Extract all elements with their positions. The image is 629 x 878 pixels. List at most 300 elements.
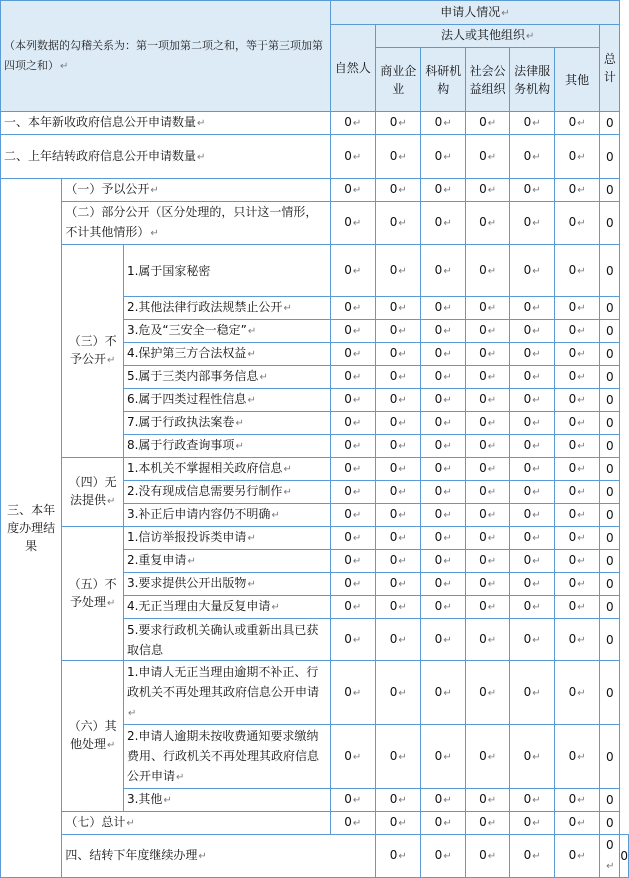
return-mark: ↵ <box>487 751 497 763</box>
return-mark: ↵ <box>577 185 586 196</box>
value-cell <box>421 343 465 366</box>
value: 0 <box>523 792 532 806</box>
return-mark: ↵ <box>398 326 407 337</box>
value-cell <box>421 725 465 789</box>
row-label <box>62 202 330 245</box>
value-cell <box>421 297 465 320</box>
value: 0 <box>479 507 487 521</box>
value-cell <box>510 725 554 789</box>
group-label-text: （五）不予处理 <box>68 576 117 609</box>
return-mark: ↵ <box>532 441 541 452</box>
return-mark: ↵ <box>532 326 541 337</box>
return-mark: ↵ <box>398 185 407 196</box>
return-mark: ↵ <box>443 464 452 475</box>
return-mark: ↵ <box>398 464 407 475</box>
return-mark: ↵ <box>398 151 407 163</box>
row-label <box>123 458 330 481</box>
value-cell <box>510 789 554 812</box>
value: 0 <box>389 369 398 383</box>
value: 0 <box>568 684 577 699</box>
value-cell <box>376 619 421 661</box>
value: 0 <box>434 748 443 763</box>
value-cell <box>421 504 465 527</box>
value: 0 <box>620 849 628 863</box>
value: 0 <box>479 215 487 229</box>
return-mark: ↵ <box>532 751 541 763</box>
value-cell <box>330 389 375 412</box>
return-mark: ↵ <box>577 818 586 829</box>
value-cell <box>465 297 509 320</box>
value-cell <box>465 812 509 835</box>
value: 0 <box>389 262 398 277</box>
return-mark: ↵ <box>443 265 452 277</box>
return-mark: ↵ <box>577 395 586 406</box>
value: 0 <box>568 415 577 429</box>
return-mark: ↵ <box>487 510 497 521</box>
value-cell <box>330 812 375 835</box>
value: 0 <box>344 815 352 829</box>
value: 0 <box>479 815 487 829</box>
row-label <box>1 112 331 135</box>
value: 0 <box>479 148 487 163</box>
row-label-text: 2.其他法律行政法规禁止公开 <box>126 300 283 314</box>
return-mark: ↵ <box>577 326 586 337</box>
value-cell <box>600 343 620 366</box>
return-mark: ↵ <box>398 851 407 862</box>
value: 0 <box>568 848 577 862</box>
row-label-text: 4.保护第三方合法权益 <box>126 346 247 360</box>
return-mark: ↵ <box>532 265 541 277</box>
value: 0 <box>344 346 352 360</box>
return-mark: ↵ <box>487 464 497 475</box>
section-three-text: 三、本年度办理结果 <box>7 503 56 553</box>
return-mark: ↵ <box>398 487 407 498</box>
value-cell <box>421 527 465 550</box>
return-mark: ↵ <box>577 851 586 862</box>
value: 0 <box>523 215 532 229</box>
value: 0 <box>479 484 487 498</box>
value: 0 <box>568 262 577 277</box>
value-cell <box>510 481 554 504</box>
value-cell <box>330 481 375 504</box>
row-label <box>123 343 330 366</box>
value-cell <box>330 504 375 527</box>
return-mark: ↵ <box>532 395 541 406</box>
value-cell <box>554 504 599 527</box>
col-total-label: 总计 <box>603 52 616 84</box>
row-label-text: 2.重复申请 <box>126 553 187 567</box>
value-cell <box>421 135 465 179</box>
return-mark: ↵ <box>127 707 137 719</box>
group-label <box>62 245 124 458</box>
value-cell <box>600 481 620 504</box>
value: 0 <box>479 684 487 699</box>
return-mark: ↵ <box>352 687 362 699</box>
value-cell <box>376 504 421 527</box>
value: 0 <box>434 415 443 429</box>
return-mark: ↵ <box>352 326 362 337</box>
value-cell <box>600 245 620 297</box>
return-mark: ↵ <box>398 395 407 406</box>
return-mark: ↵ <box>126 818 135 829</box>
return-mark: ↵ <box>577 556 586 567</box>
value: 0 <box>606 685 614 700</box>
value: 0 <box>606 183 614 197</box>
value: 0 <box>434 323 443 337</box>
return-mark: ↵ <box>176 771 185 783</box>
return-mark: ↵ <box>352 751 362 763</box>
return-mark: ↵ <box>577 118 586 129</box>
value-cell <box>330 245 375 297</box>
return-mark: ↵ <box>487 687 497 699</box>
value-cell <box>465 112 509 135</box>
row-label-text: 3.要求提供公开出版物 <box>126 576 247 590</box>
value-cell <box>376 112 421 135</box>
return-mark: ↵ <box>487 418 497 429</box>
value: 0 <box>389 461 398 475</box>
value-cell <box>600 112 620 135</box>
return-mark: ↵ <box>577 372 586 383</box>
row-label-text: （二）部分公开（区分处理的，只计这一情形，不计其他情形） <box>65 205 318 239</box>
value: 0 <box>523 461 532 475</box>
return-mark: ↵ <box>398 602 407 613</box>
value-cell <box>554 343 599 366</box>
value-cell <box>376 596 421 619</box>
value: 0 <box>523 599 532 613</box>
value: 0 <box>389 484 398 498</box>
value: 0 <box>568 576 577 590</box>
table-row <box>1 527 629 550</box>
return-mark: ↵ <box>398 634 407 646</box>
value-cell <box>465 596 509 619</box>
value-cell <box>600 412 620 435</box>
value-cell <box>330 550 375 573</box>
value: 0 <box>434 346 443 360</box>
value-cell <box>465 245 509 297</box>
value: 0 <box>479 848 487 862</box>
return-mark: ↵ <box>532 602 541 613</box>
return-mark: ↵ <box>525 31 535 42</box>
value-cell <box>421 789 465 812</box>
value-cell <box>510 412 554 435</box>
value: 0 <box>344 392 352 406</box>
value: 0 <box>606 347 614 361</box>
return-mark: ↵ <box>487 185 497 196</box>
value-cell <box>465 550 509 573</box>
return-mark: ↵ <box>532 185 541 196</box>
table-row <box>1 812 629 835</box>
value: 0 <box>434 530 443 544</box>
return-mark: ↵ <box>352 579 362 590</box>
return-mark: ↵ <box>577 602 586 613</box>
value-cell <box>421 245 465 297</box>
return-mark: ↵ <box>352 510 362 521</box>
row-label <box>123 573 330 596</box>
return-mark: ↵ <box>106 740 116 751</box>
value: 0 <box>523 369 532 383</box>
return-mark: ↵ <box>197 151 206 163</box>
value: 0 <box>344 530 352 544</box>
return-mark: ↵ <box>532 487 541 498</box>
return-mark: ↵ <box>443 687 452 699</box>
value-cell <box>554 366 599 389</box>
value: 0 <box>389 848 398 862</box>
return-mark: ↵ <box>532 687 541 699</box>
value-cell <box>330 573 375 596</box>
return-mark: ↵ <box>247 326 257 337</box>
value-cell <box>421 812 465 835</box>
value: 0 <box>523 815 532 829</box>
value-cell <box>510 366 554 389</box>
value: 0 <box>434 461 443 475</box>
value: 0 <box>568 148 577 163</box>
value: 0 <box>344 438 352 452</box>
value: 0 <box>568 215 577 229</box>
return-mark: ↵ <box>352 487 362 498</box>
return-mark: ↵ <box>487 487 497 498</box>
return-mark: ↵ <box>443 634 452 646</box>
value: 0 <box>344 461 352 475</box>
row-label <box>123 619 330 661</box>
return-mark: ↵ <box>532 556 541 567</box>
return-mark: ↵ <box>352 372 362 383</box>
return-mark: ↵ <box>352 151 362 163</box>
value: 0 <box>606 370 614 384</box>
value-cell <box>510 596 554 619</box>
row-label-text: 二、上年结转政府信息公开申请数量 <box>4 148 197 163</box>
return-mark: ↵ <box>487 556 497 567</box>
value-cell <box>421 835 465 878</box>
value-cell <box>510 504 554 527</box>
value-cell <box>376 389 421 412</box>
value-cell <box>554 725 599 789</box>
return-mark: ↵ <box>577 795 586 806</box>
return-mark: ↵ <box>443 349 452 360</box>
value-cell <box>600 725 620 789</box>
value: 0 <box>568 369 577 383</box>
return-mark: ↵ <box>443 533 452 544</box>
row-label <box>123 789 330 812</box>
return-mark: ↵ <box>443 556 452 567</box>
value-cell <box>330 527 375 550</box>
value-cell <box>330 435 375 458</box>
return-mark: ↵ <box>487 303 497 314</box>
value-cell <box>554 435 599 458</box>
return-mark: ↵ <box>577 349 586 360</box>
value-cell <box>600 135 620 179</box>
return-mark: ↵ <box>532 464 541 475</box>
row-label <box>62 179 330 202</box>
return-mark: ↵ <box>352 418 362 429</box>
return-mark: ↵ <box>532 818 541 829</box>
group-label <box>62 527 124 661</box>
value-cell <box>421 481 465 504</box>
value: 0 <box>344 792 352 806</box>
value: 0 <box>479 576 487 590</box>
return-mark: ↵ <box>283 464 292 475</box>
value-cell <box>421 389 465 412</box>
row-label-text: 3.其他 <box>126 792 163 806</box>
return-mark: ↵ <box>443 602 452 613</box>
value: 0 <box>389 684 398 699</box>
value: 0 <box>389 115 398 129</box>
value-cell <box>465 202 509 245</box>
value: 0 <box>479 262 487 277</box>
value-cell <box>554 112 599 135</box>
return-mark: ↵ <box>532 851 541 862</box>
return-mark: ↵ <box>398 418 407 429</box>
return-mark: ↵ <box>532 533 541 544</box>
return-mark: ↵ <box>283 303 292 314</box>
group-label-text: （四）无法提供 <box>68 475 117 507</box>
value: 0 <box>568 748 577 763</box>
legal-other-header <box>376 25 600 48</box>
return-mark: ↵ <box>352 118 362 129</box>
return-mark: ↵ <box>443 510 452 521</box>
return-mark: ↵ <box>398 303 407 314</box>
value: 0 <box>523 631 532 646</box>
value-cell <box>376 481 421 504</box>
value-cell <box>465 504 509 527</box>
row-label-text: 6.属于四类过程性信息 <box>126 392 247 406</box>
value: 0 <box>434 684 443 699</box>
value-cell <box>376 135 421 179</box>
return-mark: ↵ <box>443 487 452 498</box>
value-cell <box>376 179 421 202</box>
row-label-text: （一）予以公开 <box>65 182 150 196</box>
value-cell <box>376 202 421 245</box>
return-mark: ↵ <box>106 355 116 366</box>
value-cell <box>465 343 509 366</box>
value: 0 <box>434 484 443 498</box>
value-cell <box>330 725 375 789</box>
return-mark: ↵ <box>443 818 452 829</box>
return-mark: ↵ <box>532 795 541 806</box>
value-cell <box>510 135 554 179</box>
value-cell <box>465 458 509 481</box>
value-cell <box>465 619 509 661</box>
value: 0 <box>606 632 614 647</box>
value-cell <box>510 343 554 366</box>
return-mark: ↵ <box>398 818 407 829</box>
return-mark: ↵ <box>577 441 586 452</box>
value-cell <box>330 596 375 619</box>
value: 0 <box>568 484 577 498</box>
value-cell <box>554 179 599 202</box>
value: 0 <box>434 262 443 277</box>
value: 0 <box>389 182 398 196</box>
return-mark: ↵ <box>443 751 452 763</box>
return-mark: ↵ <box>271 602 280 613</box>
return-mark: ↵ <box>398 218 407 229</box>
return-mark: ↵ <box>150 185 159 196</box>
value-cell <box>376 412 421 435</box>
value: 0 <box>568 392 577 406</box>
value: 0 <box>389 792 398 806</box>
col-other <box>554 48 599 112</box>
return-mark: ↵ <box>532 579 541 590</box>
table-row <box>1 202 629 245</box>
value: 0 <box>606 554 614 568</box>
value: 0 <box>344 631 352 646</box>
value: 0 <box>344 115 352 129</box>
value-cell <box>600 320 620 343</box>
value: 0 <box>606 531 614 545</box>
return-mark: ↵ <box>398 751 407 763</box>
value: 0 <box>434 599 443 613</box>
return-mark: ↵ <box>487 634 497 646</box>
return-mark: ↵ <box>577 487 586 498</box>
applicant-header <box>330 1 620 25</box>
return-mark: ↵ <box>398 510 407 521</box>
row-label-text: 2.申请人逾期未按收费通知要求缴纳费用、行政机关不再处理其政府信息公开申请 <box>126 728 319 783</box>
return-mark: ↵ <box>283 487 292 498</box>
return-mark: ↵ <box>398 687 407 699</box>
value: 0 <box>434 553 443 567</box>
value: 0 <box>523 684 532 699</box>
value: 0 <box>523 415 532 429</box>
value-cell <box>421 619 465 661</box>
value: 0 <box>479 182 487 196</box>
value-cell <box>554 550 599 573</box>
col-business-label: 商业企业 <box>380 63 417 96</box>
return-mark: ↵ <box>247 395 256 406</box>
value-cell <box>376 661 421 725</box>
value: 0 <box>344 300 352 314</box>
value: 0 <box>606 838 614 852</box>
value: 0 <box>389 392 398 406</box>
return-mark: ↵ <box>352 795 362 806</box>
return-mark: ↵ <box>487 533 497 544</box>
return-mark: ↵ <box>398 556 407 567</box>
value: 0 <box>389 599 398 613</box>
value-cell <box>330 366 375 389</box>
value-cell <box>421 661 465 725</box>
value: 0 <box>344 182 352 196</box>
return-mark: ↵ <box>532 151 541 163</box>
value: 0 <box>606 301 614 315</box>
col-business <box>376 48 421 112</box>
value-cell <box>600 596 620 619</box>
value-cell <box>421 202 465 245</box>
value: 0 <box>389 576 398 590</box>
row-label <box>123 661 330 725</box>
return-mark: ↵ <box>352 602 362 613</box>
return-mark: ↵ <box>532 418 541 429</box>
value: 0 <box>434 215 443 229</box>
return-mark: ↵ <box>487 602 497 613</box>
return-mark: ↵ <box>443 395 452 406</box>
value-cell <box>600 297 620 320</box>
value-cell <box>421 596 465 619</box>
value-cell <box>376 573 421 596</box>
value-cell <box>376 835 421 878</box>
return-mark: ↵ <box>606 861 615 872</box>
applicant-header-label: 申请人情况 <box>440 4 501 19</box>
value: 0 <box>606 600 614 614</box>
return-mark: ↵ <box>577 303 586 314</box>
value: 0 <box>523 438 532 452</box>
value: 0 <box>344 684 352 699</box>
value: 0 <box>479 438 487 452</box>
value: 0 <box>389 815 398 829</box>
value: 0 <box>344 148 352 163</box>
value-cell <box>600 661 620 725</box>
return-mark: ↵ <box>487 326 497 337</box>
value: 0 <box>389 323 398 337</box>
return-mark: ↵ <box>398 118 407 129</box>
return-mark: ↵ <box>487 151 497 163</box>
